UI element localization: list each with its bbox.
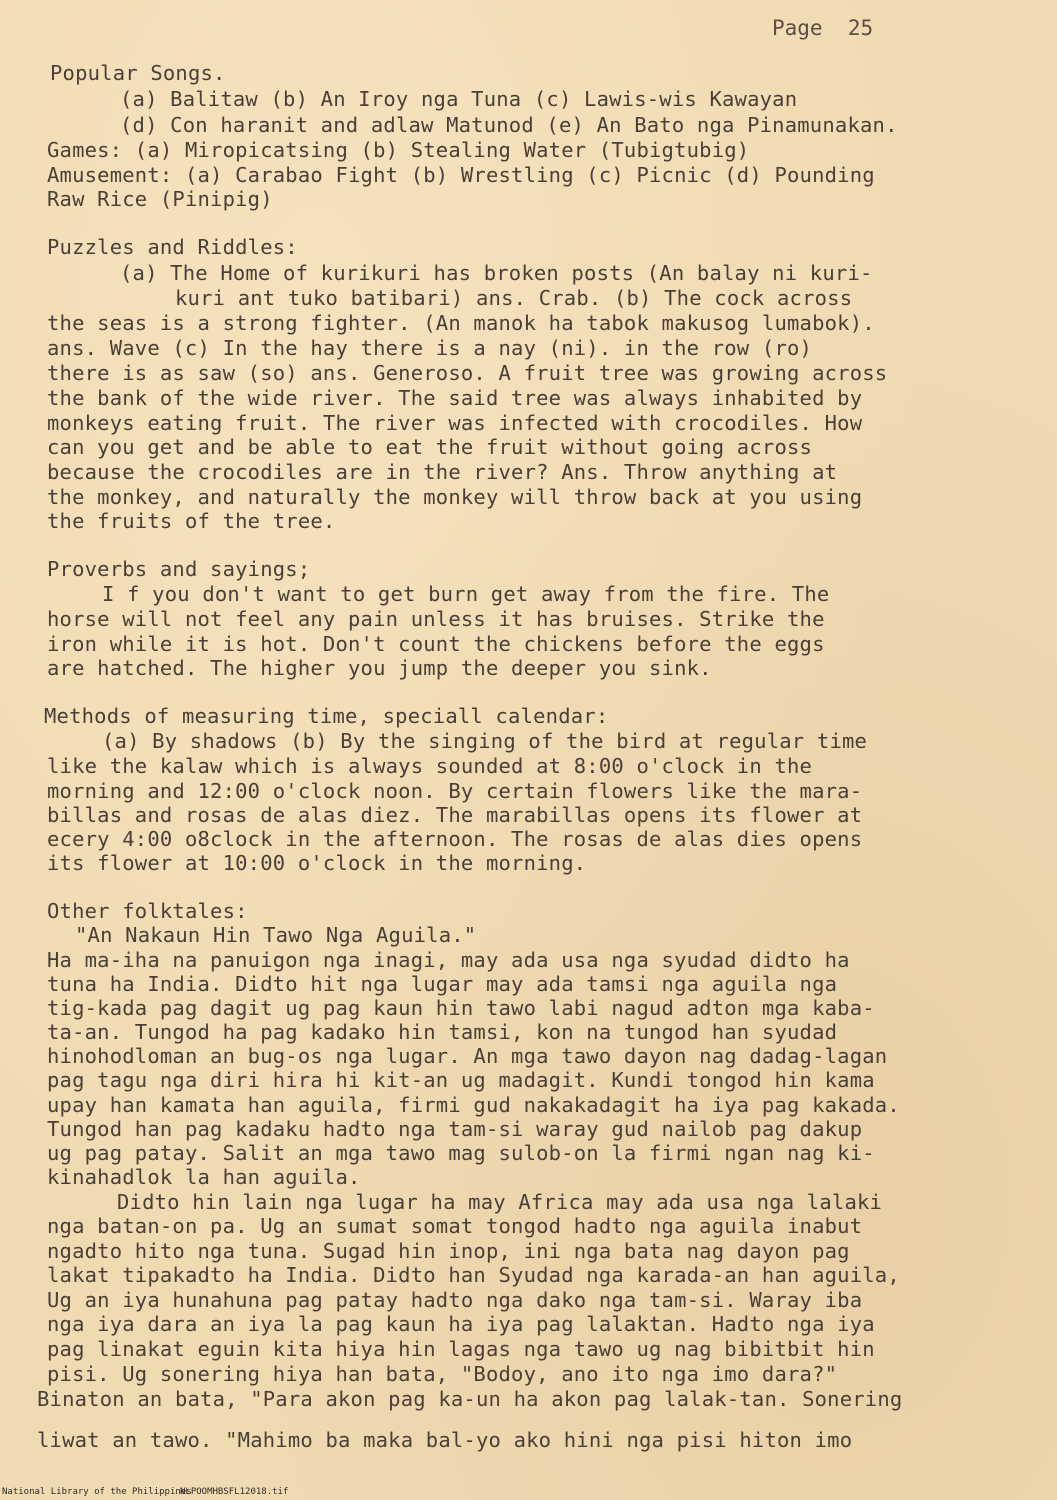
folktale-line: tig-kada pag dagit ug pag kaun hin tawo labi nagud adton mga kaba- bbox=[47, 996, 875, 1020]
folktales-heading: Other folktales: bbox=[47, 899, 248, 923]
folktale-line: Ha ma-iha na panuigon nga inagi, may ada usa nga syudad didto ha bbox=[47, 948, 850, 972]
proverbs-line: horse will not feel any pain unless it has bruises. Strike the bbox=[47, 607, 825, 631]
puzzles-line: the bank of the wide river. The said tree was always inhabited by bbox=[47, 386, 863, 410]
proverbs-line: I f you don't want to get burn get away from the fire. The bbox=[102, 582, 830, 606]
puzzles-line: can you get and be able to eat the fruit without going across bbox=[47, 435, 813, 459]
puzzles-line: monkeys eating fruit. The river was infected with crocodiles. How bbox=[47, 411, 863, 435]
folktale-line: nga iya dara an iya la pag kaun ha iya pag lalaktan. Hadto nga iya bbox=[47, 1312, 875, 1336]
methods-line: billas and rosas de alas diez. The marabillas opens its flower at bbox=[47, 803, 863, 827]
folktale-line: lakat tipakadto ha India. Didto han Syudad nga karada-an han aguila, bbox=[47, 1263, 900, 1287]
folktale-line: ta-an. Tungod ha pag kadako hin tamsi, kon na tungod han syudad bbox=[47, 1020, 838, 1044]
folktale-line: nga batan-on pa. Ug an sumat somat tongod hadto nga aguila inabut bbox=[47, 1214, 863, 1238]
folktale-line: kinahadlok la han aguila. bbox=[47, 1165, 361, 1189]
folktale-line: pisi. Ug sonering hiya han bata, "Bodoy, ano ito nga imo dara?" bbox=[47, 1362, 838, 1386]
amusement-line: Raw Rice (Pinipig) bbox=[47, 187, 273, 211]
puzzles-heading: Puzzles and Riddles: bbox=[47, 235, 298, 259]
methods-line: like the kalaw which is always sounded at 8:00 o'clock in the bbox=[47, 754, 813, 778]
puzzles-line: the seas is a strong fighter. (An manok ha tabok makusog lumabok). bbox=[47, 311, 875, 335]
folktale-line: pag linakat eguin kita hiya hin lagas nga tawo ug nag bibitbit hin bbox=[47, 1337, 875, 1361]
proverbs-line: are hatched. The higher you jump the deeper you sink. bbox=[47, 656, 712, 680]
folktale-title: "An Nakaun Hin Tawo Nga Aguila." bbox=[75, 923, 477, 947]
folktale-line: Ug an iya hunahuna pag patay hadto nga dako nga tam-si. Waray iba bbox=[47, 1288, 863, 1312]
proverbs-line: iron while it is hot. Don't count the chickens before the eggs bbox=[47, 632, 825, 656]
folktale-line: ug pag patay. Salit an mga tawo mag sulob-on la firmi ngan nag ki- bbox=[47, 1141, 875, 1165]
songs-heading: Popular Songs. bbox=[50, 61, 226, 85]
games-line: Games: (a) Miropicatsing (b) Stealing Water (Tubigtubig) bbox=[47, 138, 750, 162]
page-number: Page 25 bbox=[772, 16, 874, 40]
footer-library: National Library of the Philippines bbox=[2, 1487, 192, 1497]
puzzles-line: kuri ant tuko batibari) ans. Crab. (b) The cock across bbox=[175, 286, 853, 310]
puzzles-line: because the crocodiles are in the river? Ans. Throw anything at bbox=[47, 460, 838, 484]
folktale-line: Binaton an bata, "Para akon pag ka-un ha akon pag lalak-tan. Sonering bbox=[37, 1387, 903, 1411]
puzzles-line: the monkey, and naturally the monkey will throw back at you using bbox=[47, 485, 863, 509]
methods-heading: Methods of measuring time, speciall calendar: bbox=[44, 704, 609, 728]
methods-line: (a) By shadows (b) By the singing of the bird at regular time bbox=[102, 729, 868, 753]
methods-line: its flower at 10:00 o'clock in the morning. bbox=[47, 851, 587, 875]
methods-line: morning and 12:00 o'clock noon. By certain flowers like the mara- bbox=[47, 779, 863, 803]
puzzles-line: there is as saw (so) ans. Generoso. A fruit tree was growing across bbox=[47, 361, 888, 385]
folktale-line: ngadto hito nga tuna. Sugad hin inop, ini nga bata nag dayon pag bbox=[47, 1239, 850, 1263]
methods-line: ecery 4:00 o8clock in the afternoon. The rosas de alas dies opens bbox=[47, 827, 863, 851]
puzzles-line: the fruits of the tree. bbox=[47, 509, 336, 533]
folktale-line: Tungod han pag kadaku hadto nga tam-si waray gud nailob pag dakup bbox=[47, 1117, 863, 1141]
puzzles-line: (a) The Home of kurikuri has broken posts (An balay ni kuri- bbox=[120, 261, 873, 285]
folktale-line: hinohodloman an bug-os nga lugar. An mga tawo dayon nag dadag-lagan bbox=[47, 1044, 888, 1068]
folktale-line: liwat an tawo. "Mahimo ba maka bal-yo ako hini nga pisi hiton imo bbox=[37, 1428, 853, 1452]
puzzles-line: ans. Wave (c) In the hay there is a nay (ni). in the row (ro) bbox=[47, 336, 813, 360]
folktale-line: upay han kamata han aguila, firmi gud nakakadagit ha iya pag kakada. bbox=[47, 1093, 900, 1117]
songs-line: (d) Con haranit and adlaw Matunod (e) An Bato nga Pinamunakan. bbox=[120, 113, 898, 137]
amusement-line: Amusement: (a) Carabao Fight (b) Wrestling (c) Picnic (d) Pounding bbox=[47, 163, 875, 187]
songs-line: (a) Balitaw (b) An Iroy nga Tuna (c) Lawis-wis Kawayan bbox=[120, 87, 798, 111]
folktale-line: Didto hin lain nga lugar ha may Africa may ada usa nga lalaki bbox=[117, 1190, 883, 1214]
footer-file: NLPOOMHBSFL12018.tif bbox=[180, 1487, 289, 1497]
proverbs-heading: Proverbs and sayings; bbox=[47, 557, 311, 581]
folktale-line: pag tagu nga diri hira hi kit-an ug madagit. Kundi tongod hin kama bbox=[47, 1068, 875, 1092]
folktale-line: tuna ha India. Didto hit nga lugar may ada tamsi nga aguila nga bbox=[47, 972, 838, 996]
